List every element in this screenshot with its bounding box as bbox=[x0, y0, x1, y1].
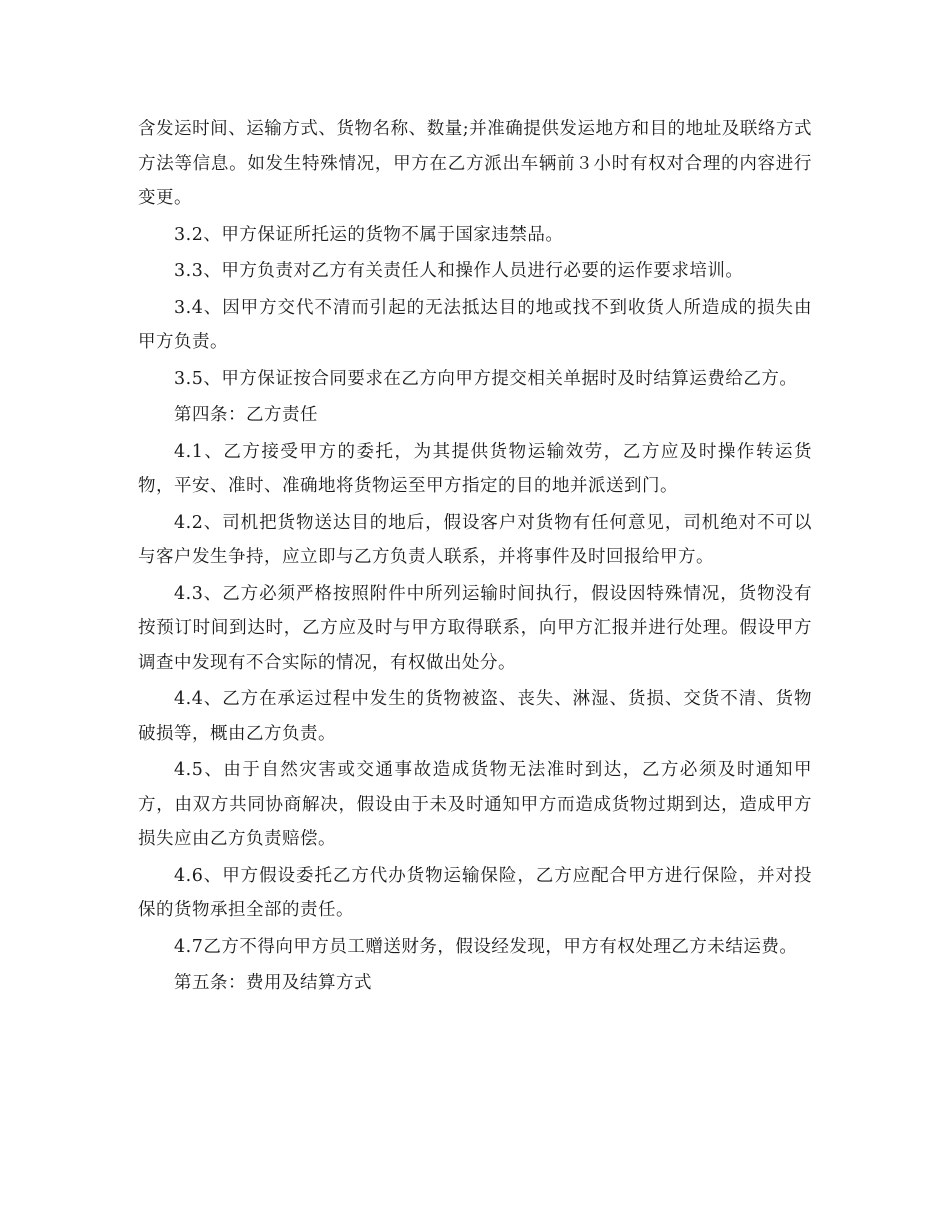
clause-4-6: 4.6、甲方假设委托乙方代办货物运输保险，乙方应配合甲方进行保险，并对投保的货物承担全部的责任。 bbox=[138, 865, 812, 920]
clause-3-4: 3.4、因甲方交代不清而引起的无法抵达目的地或找不到收货人所造成的损失由甲方负责。 bbox=[138, 297, 812, 352]
clause-3-2: 3.2、甲方保证所托运的货物不属于国家违禁品。 bbox=[174, 224, 564, 245]
clause-4-4: 4.4、乙方在承运过程中发生的货物被盗、丧失、淋湿、货损、交货不清、货物破损等，概由乙方负责。 bbox=[138, 689, 812, 744]
section-heading-article-5: 第五条：费用及结算方式 bbox=[174, 973, 372, 993]
paragraph-continuation: 含发运时间、运输方式、货物名称、数量;并准确提供发运地方和目的地址及联络方式方法等信息。如发生特殊情况，甲方在乙方派出车辆前３小时有权对合理的内容进行变更。 bbox=[138, 119, 812, 208]
clause-4-2: 4.2、司机把货物送达目的地后，假设客户对货物有任何意见，司机绝对不可以与客户发生争持，应立即与乙方负责人联系，并将事件及时回报给甲方。 bbox=[138, 512, 812, 567]
document-body bbox=[138, 112, 812, 1003]
clause-4-5: 4.5、由于自然灾害或交通事故造成货物无法准时到达，乙方必须及时通知甲方，由双方共同协商解决，假设由于未及时通知甲方而造成货物过期到达，造成甲方损失应由乙方负责赔偿。 bbox=[138, 760, 812, 849]
clause-4-7: 4.7乙方不得向甲方员工赠送财务，假设经发现，甲方有权处理乙方未结运费。 bbox=[174, 936, 798, 957]
clause-4-1: 4.1、乙方接受甲方的委托，为其提供货物运输效劳，乙方应及时操作转运货物，平安、准时、准确地将货物运至甲方指定的目的地并派送到门。 bbox=[138, 441, 812, 496]
clause-3-3: 3.3、甲方负责对乙方有关责任人和操作人员进行必要的运作要求培训。 bbox=[174, 261, 744, 281]
section-heading-article-4: 第四条：乙方责任 bbox=[174, 405, 318, 425]
clause-4-3: 4.3、乙方必须严格按照附件中所列运输时间执行，假设因特殊情况，货物没有按预订时间到达时，乙方应及时与甲方取得联系，向甲方汇报并进行处理。假设甲方调查中发现有不合实际的情况，有权做出处分。 bbox=[138, 583, 812, 673]
clause-3-5: 3.5、甲方保证按合同要求在乙方向甲方提交相关单据时及时结算运费给乙方。 bbox=[174, 368, 798, 389]
